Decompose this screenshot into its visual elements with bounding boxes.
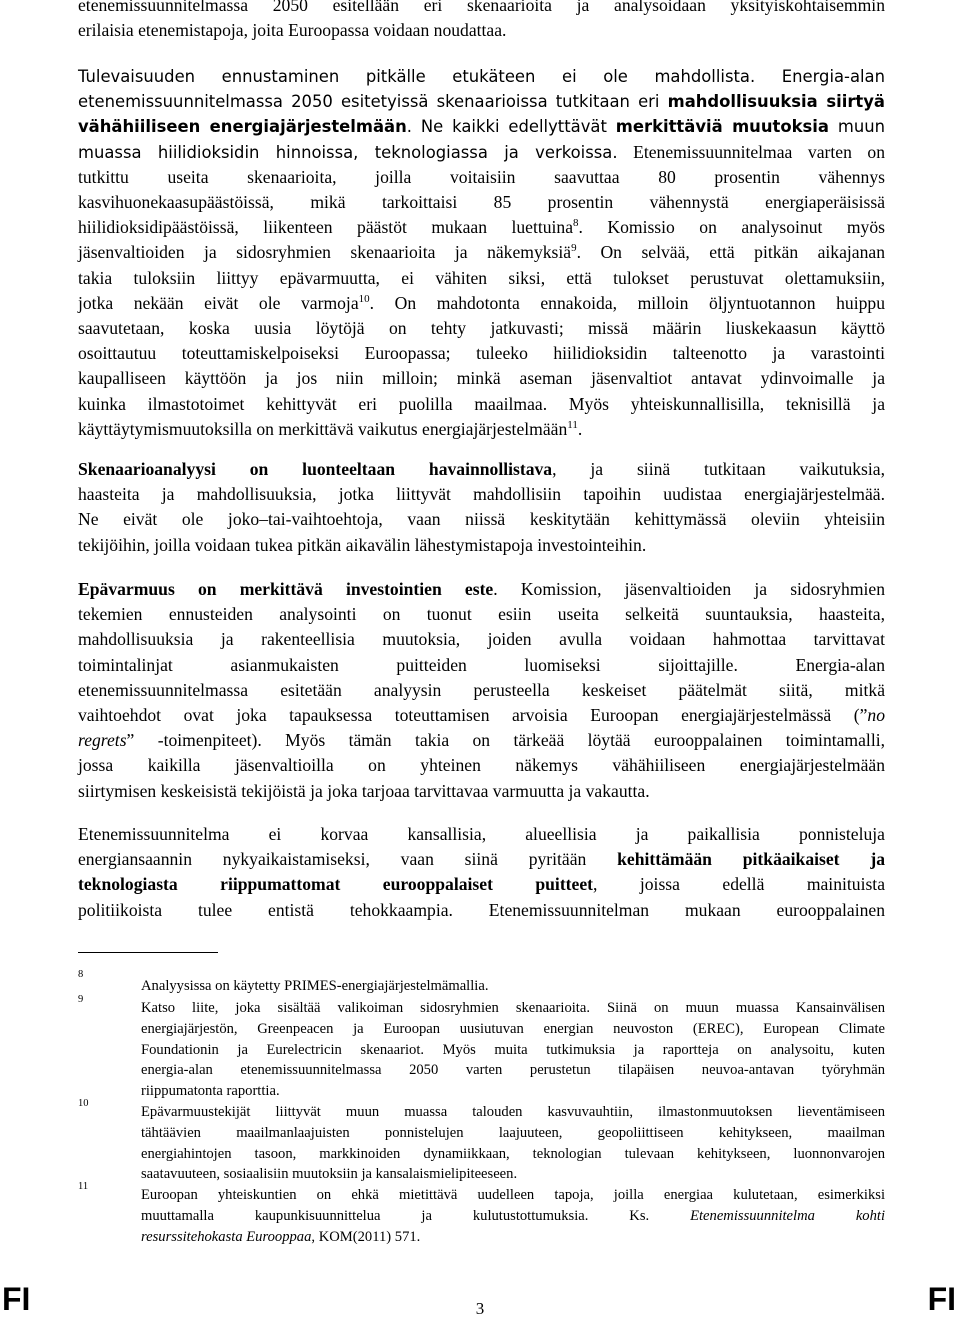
text-line: etenemissuunnitelmassa 2050 esitetyissä skenaarioissa tutkitaan eri mahdollisuuksia siirtyä xyxy=(78,92,885,112)
text-line: regrets” -toimenpiteet). Myös tämän takia on tärkeää löytää eurooppalainen toimintamalli, xyxy=(78,730,885,751)
footnote-number: 9 xyxy=(78,994,84,1005)
text-line: kaupalliseen käyttöön ja jos niin milloin; minkä aseman jäsenvaltiot antavat ydinvoimalle ja xyxy=(78,368,885,389)
bold-phrase: Skenaarioanalyysi on luonteeltaan havainnollistava xyxy=(78,459,553,479)
footnote-9 xyxy=(141,998,885,1102)
text-line: toimintalinjat asianmukaisten puitteiden luomiseksi sijoittajille. Energia-alan xyxy=(78,654,885,675)
paragraph-intro-continuation xyxy=(78,0,885,43)
footnote-line: energiahintojen tasoon, markkinoiden dynamiikkaan, teknologian tulevaan kehitykseen, luonnonvarojen xyxy=(141,1145,885,1162)
text-line: mahdollisuuksia ja rakenteellisia muutoksia, joiden avulla voidaan hahmottaa tarvittavat xyxy=(78,629,885,650)
text-line: etenemissuunnitelmassa 2050 esitellään eri skenaarioita ja analysoidaan yksityiskohtaisemmin xyxy=(78,0,885,15)
footnote-line: muuttamalla kaupunkisuunnittelua ja kulutustottumuksia. Ks. Etenemissuunnitelma kohti xyxy=(141,1207,886,1224)
paragraph-roadmap-role xyxy=(78,822,885,923)
footnote-ref: 10 xyxy=(358,292,370,305)
text-line: haasteita ja mahdollisuuksia, jotka liittyvät mahdollisiin tapoihin uudistaa energiajärjestelmää. xyxy=(78,484,885,505)
text-line: jäsenvaltioiden ja sidosryhmien skenaarioita ja näkemyksiä$^9$. On selvää, että pitkän aikajanan xyxy=(78,242,885,263)
text-line: kasvihuonekaasupäästöissä, mikä tarkoittaisi 85 prosentin vähennystä energiaperäisissä xyxy=(78,192,885,213)
text-line: Tulevaisuuden ennustaminen pitkälle etukäteen ei ole mahdollista. Energia-alan xyxy=(78,67,885,86)
footnote-ref: 9 xyxy=(571,242,577,255)
footnote-line: Epävarmuustekijät liittyvät muun muassa talouden kasvuvauhtiin, ilmastonmuutoksen lieventämiseen xyxy=(141,1104,885,1120)
footnote-line: Analyysissa on käytetty PRIMES-energiajärjestelmämallia. xyxy=(141,978,489,994)
footnote-number: 11 xyxy=(78,1181,89,1192)
footnote-number: 10 xyxy=(78,1098,89,1109)
text-line: energiansaannin nykyaikaistamiseksi, vaan siinä pyritään kehittämään pitkäaikaiset ja xyxy=(78,849,885,870)
text-line: vaihtoehdot ovat joka tapauksessa toteuttamisen arvoisia Euroopan energiajärjestelmässä (”no xyxy=(78,705,885,726)
footnote-line: tähtäävien maailmanlaajuisten ponnistelujen laajuuteen, geopoliittiseen kehitykseen, maailman xyxy=(141,1124,885,1141)
text-line: muassa hiilidioksidin hinnoissa, teknologiassa ja verkoissa. Etenemissuunnitelmaa varten on xyxy=(78,141,885,162)
footnote-11 xyxy=(141,1185,885,1247)
text-line: tekemien ennusteiden analysointi on tuonut esiin useita selkeitä suuntauksia, haasteita, xyxy=(78,604,885,625)
italic-phrase: Etenemissuunnitelma kohti xyxy=(690,1207,886,1224)
language-code-left: FI xyxy=(2,1281,31,1317)
text-line: jossa kaikilla jäsenvaltioilla on yhteinen näkemys vähähiiliseen energiajärjestelmään xyxy=(78,755,885,776)
footnote-8 xyxy=(141,976,885,997)
footnote-10 xyxy=(141,1102,885,1185)
footnote-ref: 11 xyxy=(567,418,578,431)
page-number: 3 xyxy=(475,1299,485,1318)
paragraph-future-forecasting xyxy=(78,64,885,442)
bold-phrase: vähähiiliseen energiajärjestelmään xyxy=(78,117,407,137)
bold-phrase: Epävarmuus on merkittävä investointien este xyxy=(78,579,494,599)
bold-phrase: mahdollisuuksia siirtyä xyxy=(667,92,885,112)
paragraph-uncertainty xyxy=(78,577,885,804)
italic-phrase: resurssitehokasta Eurooppaa xyxy=(141,1228,312,1245)
footnote-line: Katso liite, joka sisältää valikoiman sidosryhmien skenaarioita. Siinä on muun muassa Kansainvälisen xyxy=(141,1000,885,1016)
text-line: erilaisia etenemistapoja, joita Euroopassa voidaan noudattaa. xyxy=(78,20,507,41)
bold-phrase: merkittäviä muutoksia xyxy=(615,117,829,137)
text-line: jotka nekään eivät ole varmoja$^{10}$. On mahdotonta ennakoida, milloin öljyntuotannon huippu xyxy=(78,292,885,313)
footnote-line: Euroopan yhteiskuntien on ehkä mietittävä uudelleen tapoja, joilla energiaa kulutetaan, esimerkiksi xyxy=(141,1187,885,1203)
text-line: teknologiasta riippumattomat eurooppalaiset puitteet, joissa edellä mainituista xyxy=(78,874,886,895)
text-line: Etenemissuunnitelma ei korvaa kansallisia, alueellisia ja paikallisia ponnisteluja xyxy=(78,824,885,844)
paragraph-scenario-analysis xyxy=(78,457,885,558)
text-line: etenemissuunnitelmassa esitetään analyysin perusteella keskeiset päätelmät siitä, mitkä xyxy=(78,679,885,700)
text-line: Ne eivät ole joko–tai-vaihtoehtoja, vaan niissä keskitytään kehittymässä oleviin yhteisiin xyxy=(78,509,885,530)
footnote-line: Foundationin ja Eurelectricin skenaariot. Myös muita tutkimuksia ja raportteja on analysoitu, kuten xyxy=(141,1041,885,1058)
text-line: siirtymisen keskeisistä tekijöistä ja joka tarjoaa tarvittavaa varmuutta ja vakautta. xyxy=(78,780,650,801)
language-code-right: FI xyxy=(927,1281,956,1317)
text-line: Epävarmuus on merkittävä investointien este. Komission, jäsenvaltioiden ja sidosryhmien xyxy=(78,579,886,599)
text-line: käyttäytymismuutoksilla on merkittävä vaikutus energiajärjestelmään$^{11}$. xyxy=(78,418,583,439)
text-line: hiilidioksidipäästöissä, liikenteen päästöt mukaan luettuina$^8$. Komissio on analysoinut myös xyxy=(78,217,885,238)
footnote-line: energiajärjestön, Greenpeacen ja Euroopan uusiutuvan energian neuvoston (EREC), European Climate xyxy=(141,1020,885,1037)
text-line: saavutetaan, koska uusia löytöjä on tehty jatkuvasti; missä määrin liuskekaasun käyttö xyxy=(78,318,885,339)
text-line: vähähiiliseen energiajärjestelmään. Ne kaikki edellyttävät merkittäviä muutoksia muun xyxy=(78,117,885,137)
bold-phrase: teknologiasta riippumattomat eurooppalaiset puitteet xyxy=(78,874,594,895)
text-line: takia tuloksiin liittyy epävarmuutta, ei vähiten siksi, että tulokset perustuvat olettamuksiin, xyxy=(78,267,885,288)
text-line: osoittautuu toteuttamiskelpoiseksi Euroopassa; tuleeko hiilidioksidin talteenotto ja varastointi xyxy=(78,343,885,364)
text-line: politiikoista tulee entistä tehokkaampia. Etenemissuunnitelman mukaan eurooppalainen xyxy=(78,899,885,920)
italic-phrase: regrets xyxy=(78,730,127,751)
footnote-separator xyxy=(78,952,218,953)
footnote-line: resurssitehokasta Eurooppaa, KOM(2011) 571. xyxy=(141,1228,421,1245)
text-line: Skenaarioanalyysi on luonteeltaan havainnollistava, ja siinä tutkitaan vaikutuksia, xyxy=(78,459,886,479)
footnote-line: saatavuuteen, sosiaalisiin muutoksiin ja kansalaismielipiteeseen. xyxy=(141,1166,518,1183)
text-line: tekijöihin, joilla voidaan tukea pitkän aikavälin lähestymistapoja investointeihin. xyxy=(78,534,647,555)
footnote-line: riippumatonta raporttia. xyxy=(141,1083,280,1100)
text-line: tutkittu useita skenaarioita, joilla voitaisiin saavuttaa 80 prosentin vähennys xyxy=(78,166,885,187)
footnote-ref: 8 xyxy=(573,217,579,230)
bold-phrase: kehittämään pitkäaikaiset ja xyxy=(617,849,885,870)
text-line: kuinka ilmastotoimet kehittyvät eri puolilla maailmaa. Myös yhteiskunnallisilla, teknisillä ja xyxy=(78,393,885,414)
footnote-line: energia-alan etenemissuunnitelmassa 2050 varten perustetun tilapäisen neuvoa-antavan työryhmän xyxy=(141,1062,885,1079)
footnote-number: 8 xyxy=(78,969,84,980)
italic-phrase: no xyxy=(867,705,885,726)
